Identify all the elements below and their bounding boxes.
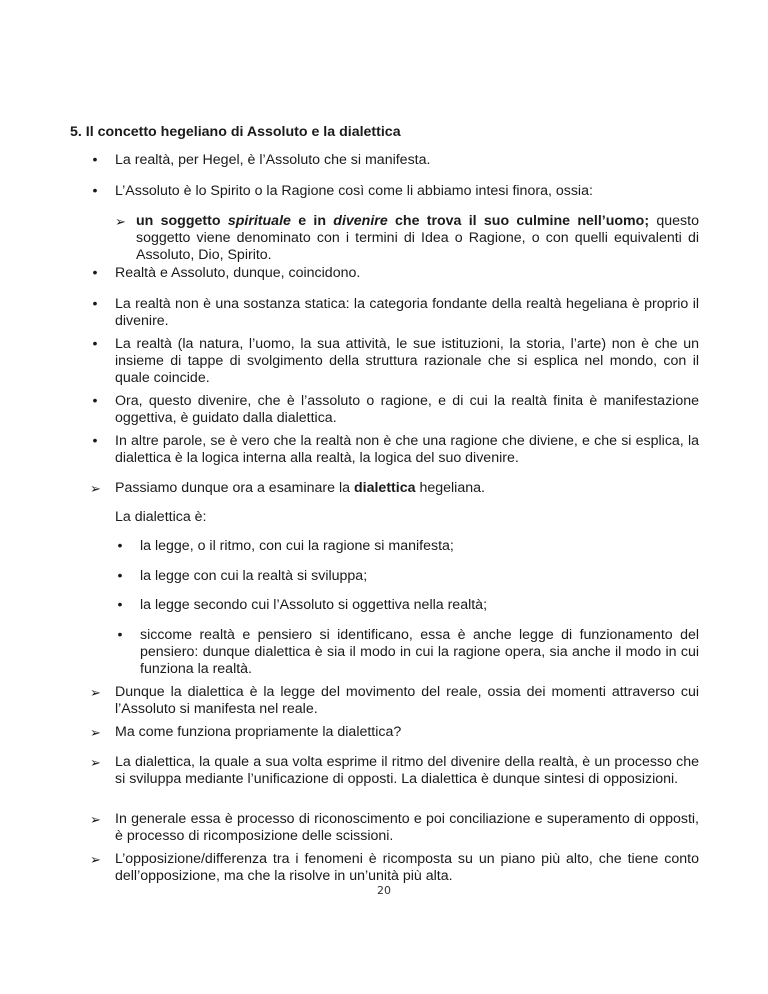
emphasis-text: divenire [333, 213, 388, 229]
bullet-text: Ora, questo divenire, che è l’assoluto o ragione, e di cui la realtà finita è manifestazione oggettiva, è guidato dalla dialettica. [115, 393, 699, 426]
plain-text: questo soggetto viene denominato con i termini di Idea o Ragione, o con quelli equivalenti di Assoluto, Dio, Spirito. [136, 213, 699, 263]
plain-text: Passiamo dunque ora a esaminare la [115, 480, 351, 496]
bullet-text: La realtà (la natura, l’uomo, la sua attività, le sue istituzioni, la storia, l’arte) non è che un insieme di tappe di svolgimento della struttura razionale che si esplica nel mondo, con il quale coincide. [115, 336, 699, 386]
section-title: 5. Il concetto hegeliano di Assoluto e la dialettica [70, 124, 401, 140]
bullet-text: La realtà, per Hegel, è l’Assoluto che si manifesta. [115, 152, 431, 168]
bullet-marker: • [92, 393, 98, 409]
bullet-marker: • [92, 433, 98, 449]
emphasis-text: dialettica [353, 480, 416, 496]
arrow-marker: ➢ [90, 852, 101, 867]
arrow-marker: ➢ [90, 812, 101, 827]
arrow-marker: ➢ [115, 214, 126, 229]
bullet-marker: • [92, 183, 98, 199]
emphasis-text: che trova il suo culmine nell’uomo; [395, 213, 650, 229]
emphasis-text: e in [298, 213, 326, 229]
bullet-marker: • [117, 627, 123, 643]
arrow-marker: ➢ [90, 755, 101, 770]
dialettica-intro: La dialettica è: [115, 509, 207, 525]
bullet-marker: • [92, 296, 98, 312]
bullet-text: Realtà e Assoluto, dunque, coincidono. [115, 265, 361, 281]
bullet-marker: • [117, 538, 123, 554]
bullet-text: siccome realtà e pensiero si identificano, essa è anche legge di funzionamento del pensiero: dunque dialettica è sia il modo in cui la ragione opera, sia anche il modo in cui funziona la realtà. [140, 627, 699, 677]
arrow-marker: ➢ [90, 725, 101, 740]
arrow-text: Dunque la dialettica è la legge del movimento del reale, ossia dei momenti attraverso cui l’Assoluto si manifesta nel reale. [115, 684, 699, 717]
arrow-text: In generale essa è processo di riconoscimento e poi conciliazione e superamento di opposti, è processo di ricomposizione delle scissioni. [115, 811, 699, 844]
sub-arrow-text [136, 213, 699, 264]
bullet-text: la legge, o il ritmo, con cui la ragione si manifesta; [140, 538, 454, 554]
arrow-text: Ma come funziona propriamente la dialettica? [115, 724, 402, 740]
bullet-marker: • [92, 265, 98, 281]
bullet-text: la legge con cui la realtà si sviluppa; [140, 568, 368, 584]
bullet-text: la legge secondo cui l’Assoluto si oggettiva nella realtà; [140, 597, 488, 613]
arrow-marker: ➢ [90, 481, 101, 496]
bullet-marker: • [92, 152, 98, 168]
arrow-text: La dialettica, la quale a sua volta esprime il ritmo del divenire della realtà, è un processo che si sviluppa mediante l’unificazione di opposti. La dialettica è dunque sintesi di opposizioni. [115, 754, 699, 787]
bullet-text: L’Assoluto è lo Spirito o la Ragione così come li abbiamo intesi finora, ossia: [115, 183, 593, 199]
arrow-text [115, 480, 699, 497]
emphasis-text: spirituale [227, 213, 291, 229]
bullet-marker: • [117, 597, 123, 613]
emphasis-text: un soggetto [136, 213, 221, 229]
plain-text: hegeliana. [419, 480, 485, 496]
page-number: 20 [377, 884, 391, 897]
bullet-marker: • [92, 336, 98, 352]
bullet-text: In altre parole, se è vero che la realtà non è che una ragione che diviene, e che si esplica, la dialettica è la logica interna alla realtà, la logica del suo divenire. [115, 433, 699, 466]
bullet-marker: • [117, 568, 123, 584]
bullet-text: La realtà non è una sostanza statica: la categoria fondante della realtà hegeliana è proprio il divenire. [115, 296, 699, 329]
arrow-marker: ➢ [90, 685, 101, 700]
arrow-text: L’opposizione/differenza tra i fenomeni è ricomposta su un piano più alto, che tiene conto dell’opposizione, ma che la risolve in un’unità più alta. [115, 851, 699, 884]
